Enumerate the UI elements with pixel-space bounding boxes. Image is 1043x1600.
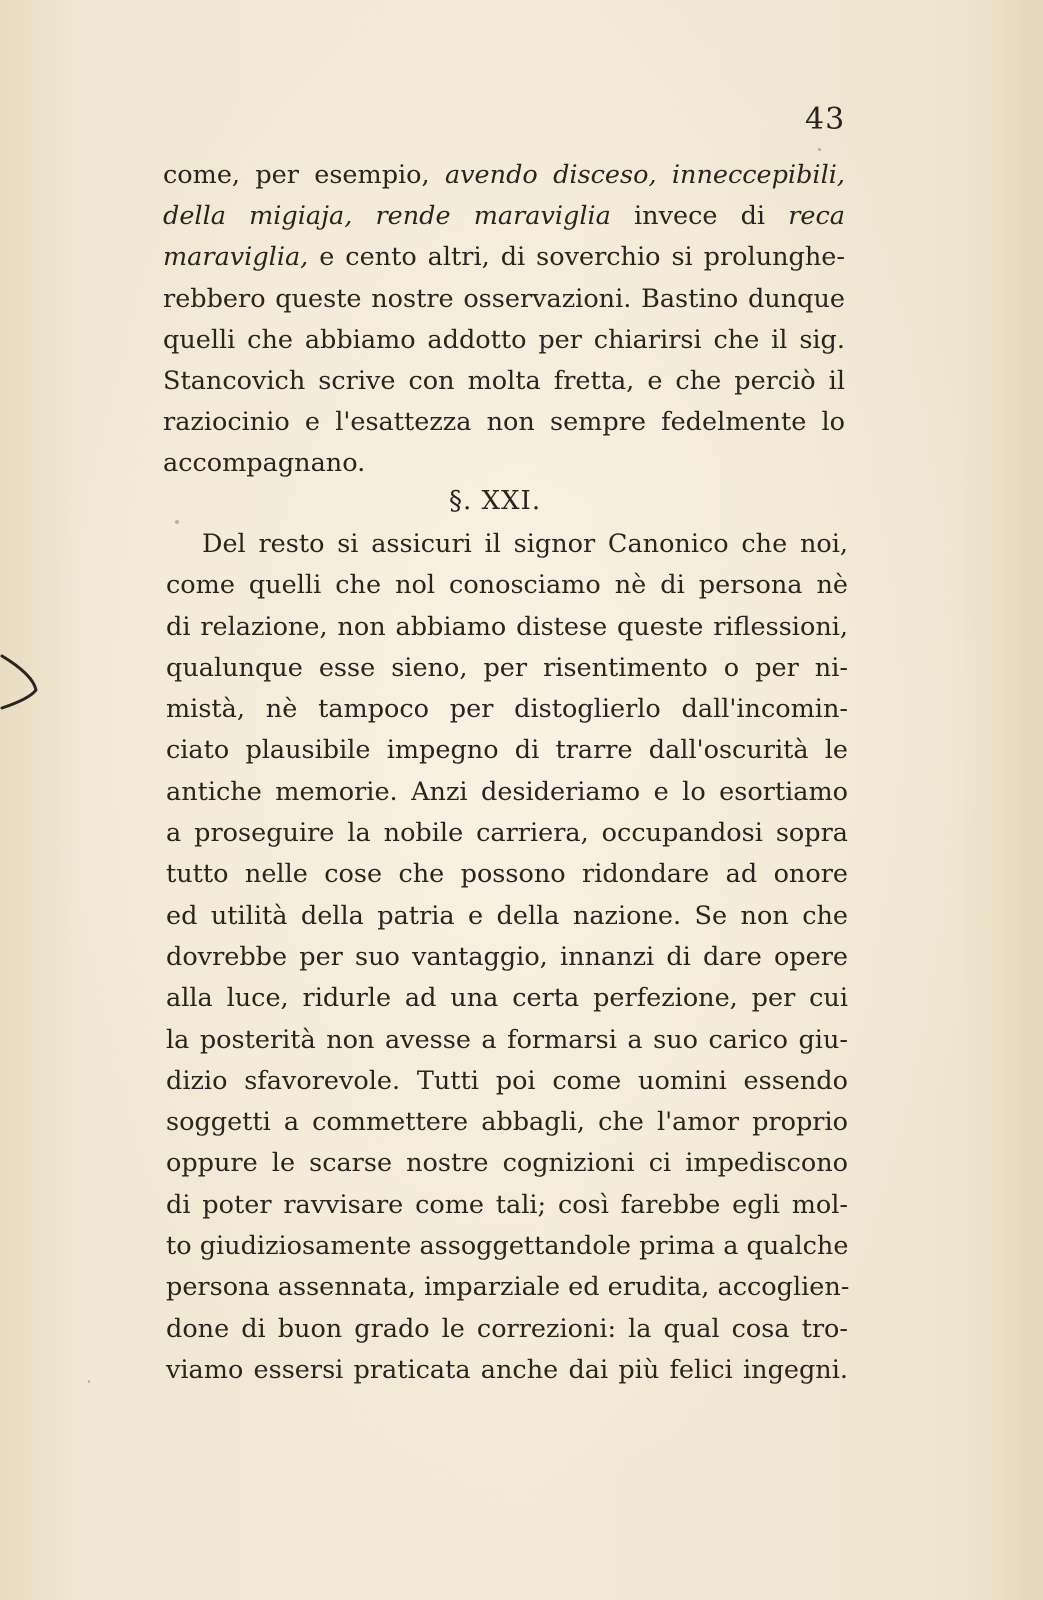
text-line [163,443,845,484]
italic-run: maraviglia, [163,242,309,273]
text-line: di poter ravvisare come tali; così farebbe egli mol- [166,1189,848,1220]
text-line: alla luce, ridurle ad una certa perfezione, per cui [166,983,848,1014]
text-run: come, per esempio, [163,160,445,190]
text-line [163,320,845,361]
margin-bracket-mark [0,650,40,712]
text-line: dovrebbe per suo vantaggio, innanzi di dare opere [166,941,848,972]
text-run: Stancovich scrive con molta fretta, e che perciò il [163,365,845,396]
text-line: a proseguire la nobile carriera, occupandosi sopra [166,818,848,849]
page-number: 43 [805,102,846,137]
text-line: qualunque esse sieno, per risentimento o per ni- [166,652,848,683]
text-line [163,361,845,402]
text-line: Del resto si assicuri il signor Canonico che noi, [202,529,848,559]
text-line [163,155,845,196]
text-run: quelli che abbiamo addotto per chiarirsi che il sig. [163,324,845,355]
text-line: dizio sfavorevole. Tutti poi come uomini essendo [166,1065,848,1096]
italic-run: della migiaja, rende maraviglia [163,201,611,232]
text-run: raziocinio e l'esattezza non sempre fedelmente lo [163,407,845,438]
text-line: di relazione, non abbiamo distese queste riflessioni, [166,611,848,642]
text-line [163,279,845,320]
text-line [163,237,845,278]
text-line: mistà, nè tampoco per distoglierlo dall'incomin- [166,694,848,725]
text-line: persona assennata, imparziale ed erudita, accoglien- [166,1272,850,1303]
paper-speck [88,1380,90,1383]
section-heading: §. XXI. [449,486,542,516]
italic-run: reca [788,201,845,232]
text-line: soggetti a commettere abbagli, che l'amor proprio [166,1107,848,1138]
text-run: rebbero queste nostre osservazioni. Bastino dunque [163,283,845,314]
text-line: to giudiziosamente assoggettandole prima a qualche [166,1231,849,1262]
text-line: come quelli che nol conosciamo nè di persona nè [166,570,848,601]
paragraph-section-xxi [166,524,848,1391]
paper-speck [818,148,821,151]
text-line: ciato plausibile impegno di trarre dall'oscurità le [166,735,848,766]
text-line: antiche memorie. Anzi desideriamo e lo esortiamo [166,776,848,807]
paragraph-continuation [163,155,845,485]
text-line: done di buon grado le correzioni: la qual cosa tro- [166,1313,848,1344]
text-line: oppure le scarse nostre cognizioni ci impediscono [166,1148,848,1179]
text-run: accompagnano. [163,448,366,479]
text-line: la posterità non avesse a formarsi a suo carico giu- [166,1024,848,1055]
text-line: tutto nelle cose che possono ridondare ad onore [166,859,848,890]
text-run: e cento altri, di soverchio si prolunghe- [308,242,845,273]
text-line [163,196,845,237]
italic-run: avendo disceso, inneccepibili, [444,160,845,190]
text-run: invece di [610,201,789,232]
text-line: ed utilità della patria e della nazione. Se non che [166,900,848,931]
text-line [163,402,845,443]
text-line: viamo essersi praticata anche dai più felici ingegni. [166,1354,848,1385]
paper-speck [175,520,179,524]
